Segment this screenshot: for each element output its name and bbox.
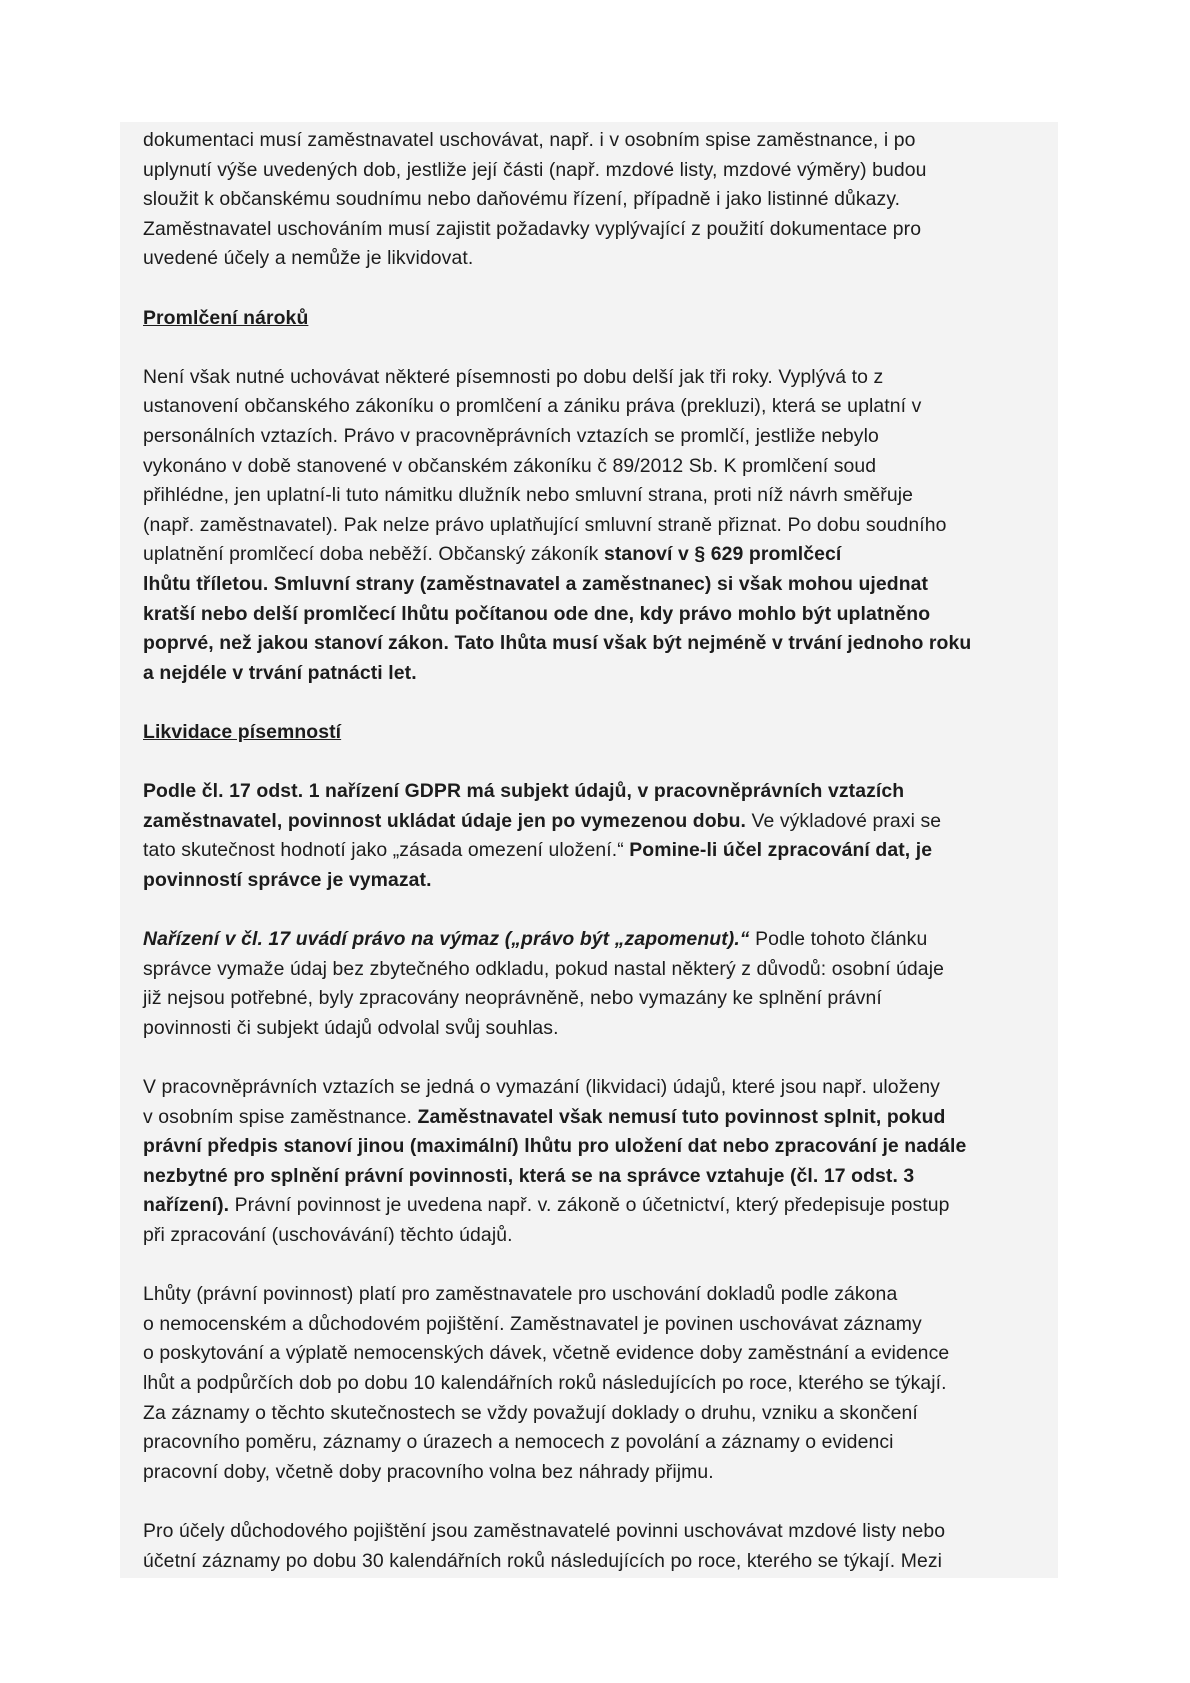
text-span: Podle tohoto článku bbox=[749, 928, 928, 951]
text-line: personálních vztazích. Právo v pracovněprávních vztazích se promlčí, jestliže nebylo bbox=[143, 424, 879, 447]
section-heading-likvidace: Likvidace písemností bbox=[143, 720, 342, 743]
paragraph-retention bbox=[143, 126, 1063, 274]
text-line: uplynutí výše uvedených dob, jestliže její části (např. mzdové listy, mzdové výměry) budou bbox=[143, 158, 927, 181]
bold-text-span: nařízení). bbox=[143, 1194, 230, 1217]
text-line: Zaměstnavatel uschováním musí zajistit požadavky vyplývající z použití dokumentace pro bbox=[143, 217, 922, 240]
text-line: pracovního poměru, záznamy o úrazech a nemocech z povolání a záznamy o evidenci bbox=[143, 1431, 894, 1454]
bold-text-span: zaměstnavatel, povinnost ukládat údaje jen po vymezenou dobu. bbox=[143, 809, 747, 832]
text-line bbox=[143, 836, 1063, 866]
text-line: dokumentaci musí zaměstnavatel uschovávat, např. i v osobním spise zaměstnance, i po bbox=[143, 129, 916, 151]
text-line bbox=[143, 925, 1063, 955]
text-span: v osobním spise zaměstnance. bbox=[143, 1105, 418, 1128]
bold-text-line: a nejdéle v trvání patnácti let. bbox=[143, 661, 417, 684]
text-line: (např. zaměstnavatel). Pak nelze právo uplatňující smluvní straně přiznat. Po dobu soudního bbox=[143, 513, 947, 536]
text-line: uvedené účely a nemůže je likvidovat. bbox=[143, 247, 474, 270]
bold-text-line: povinností správce je vymazat. bbox=[143, 868, 432, 891]
text-line bbox=[143, 540, 1063, 570]
text-line: při zpracování (uschovávání) těchto údajů. bbox=[143, 1223, 513, 1246]
text-line: Není však nutné uchovávat některé písemnosti po dobu delší jak tři roky. Vyplývá to z bbox=[143, 365, 884, 388]
document-body bbox=[143, 126, 1063, 1576]
paragraph-employment-erasure bbox=[143, 1073, 1063, 1251]
text-line: o poskytování a výplatě nemocenských dávek, včetně evidence doby zaměstnání a evidence bbox=[143, 1342, 950, 1365]
text-line bbox=[143, 1191, 1063, 1221]
bold-text-span: Zaměstnavatel však nemusí tuto povinnost splnit, pokud bbox=[417, 1105, 946, 1128]
paragraph-prescription bbox=[143, 363, 1063, 689]
text-line: sloužit k občanskému soudnímu nebo daňovému řízení, případně i jako listinné důkazy. bbox=[143, 188, 901, 211]
text-span: Právní povinnost je uvedena např. v. zákoně o účetnictví, který předepisuje postup bbox=[229, 1194, 950, 1217]
text-line bbox=[143, 1103, 1063, 1133]
text-line: účetní záznamy po dobu 30 kalendářních roků následujících po roce, kterého se týkají. Mezi bbox=[143, 1549, 943, 1572]
text-line: lhůt a podpůrčích dob po dobu 10 kalendářních roků následujících po roce, kterého se týkají. bbox=[143, 1371, 947, 1394]
text-line: již nejsou potřebné, byly zpracovány neoprávněně, nebo vymazány ke splnění právní bbox=[143, 987, 882, 1010]
text-line: V pracovněprávních vztazích se jedná o vymazání (likvidaci) údajů, které jsou např. uloženy bbox=[143, 1076, 940, 1098]
text-line: Lhůty (právní povinnost) platí pro zaměstnavatele pro uschování dokladů podle zákona bbox=[143, 1283, 898, 1306]
bold-text-line: Podle čl. 17 odst. 1 nařízení GDPR má subjekt údajů, v pracovněprávních vztazích bbox=[143, 780, 905, 803]
text-line: ustanovení občanského zákoníku o promlčení a zániku práva (prekluzi), která se uplatní v bbox=[143, 395, 922, 418]
text-line: povinnosti či subjekt údajů odvolal svůj souhlas. bbox=[143, 1016, 559, 1039]
section-heading-promlceni: Promlčení nároků bbox=[143, 306, 309, 329]
text-line: vykonáno v době stanovené v občanském zákoníku č 89/2012 Sb. K promlčení soud bbox=[143, 454, 877, 477]
text-line: Pro účely důchodového pojištění jsou zaměstnavatelé povinni uschovávat mzdové listy nebo bbox=[143, 1519, 946, 1542]
bold-text-line: lhůtu tříletou. Smluvní strany (zaměstnavatel a zaměstnanec) si však mohou ujednat bbox=[143, 572, 929, 595]
text-span: uplatnění promlčecí doba neběží. Občanský zákoník bbox=[143, 543, 604, 566]
paragraph-gdpr bbox=[143, 777, 1063, 895]
bold-text-line: právní předpis stanoví jinou (maximální) lhůtu pro uložení dat nebo zpracování je nadále bbox=[143, 1135, 967, 1158]
bold-italic-text-span: Nařízení v čl. 17 uvádí právo na výmaz („právo být „zapomenut).“ bbox=[143, 928, 750, 951]
bold-text-line: kratší nebo delší promlčecí lhůtu počítanou ode dne, kdy právo mohlo být uplatněno bbox=[143, 602, 931, 625]
text-line: o nemocenském a důchodovém pojištění. Zaměstnavatel je povinen uschovávat záznamy bbox=[143, 1312, 922, 1335]
text-line bbox=[143, 807, 1063, 837]
bold-text-line: nezbytné pro splnění právní povinnosti, která se na správce vztahuje (čl. 17 odst. 3 bbox=[143, 1164, 915, 1187]
text-span: tato skutečnost hodnotí jako „zásada omezení uložení.“ bbox=[143, 839, 630, 862]
text-span: Ve výkladové praxi se bbox=[746, 809, 942, 832]
paragraph-right-to-erasure bbox=[143, 925, 1063, 1043]
text-line: Za záznamy o těchto skutečnostech se vždy považují doklady o druhu, vzniku a skončení bbox=[143, 1401, 918, 1424]
bold-text-line: poprvé, než jakou stanoví zákon. Tato lhůta musí však být nejméně v trvání jednoho roku bbox=[143, 632, 972, 655]
paragraph-sickness-insurance bbox=[143, 1280, 1063, 1487]
paragraph-pension-insurance bbox=[143, 1517, 1063, 1576]
bold-text-span: Pomine-li účel zpracování dat, je bbox=[629, 839, 933, 862]
text-line: správce vymaže údaj bez zbytečného odkladu, pokud nastal některý z důvodů: osobní údaje bbox=[143, 957, 944, 980]
text-line: pracovní doby, včetně doby pracovního volna bez náhrady přijmu. bbox=[143, 1460, 714, 1483]
text-line: přihlédne, jen uplatní-li tuto námitku dlužník nebo smluvní strana, proti níž návrh směřuje bbox=[143, 484, 914, 507]
bold-text-span: stanoví v § 629 promlčecí bbox=[603, 543, 842, 566]
